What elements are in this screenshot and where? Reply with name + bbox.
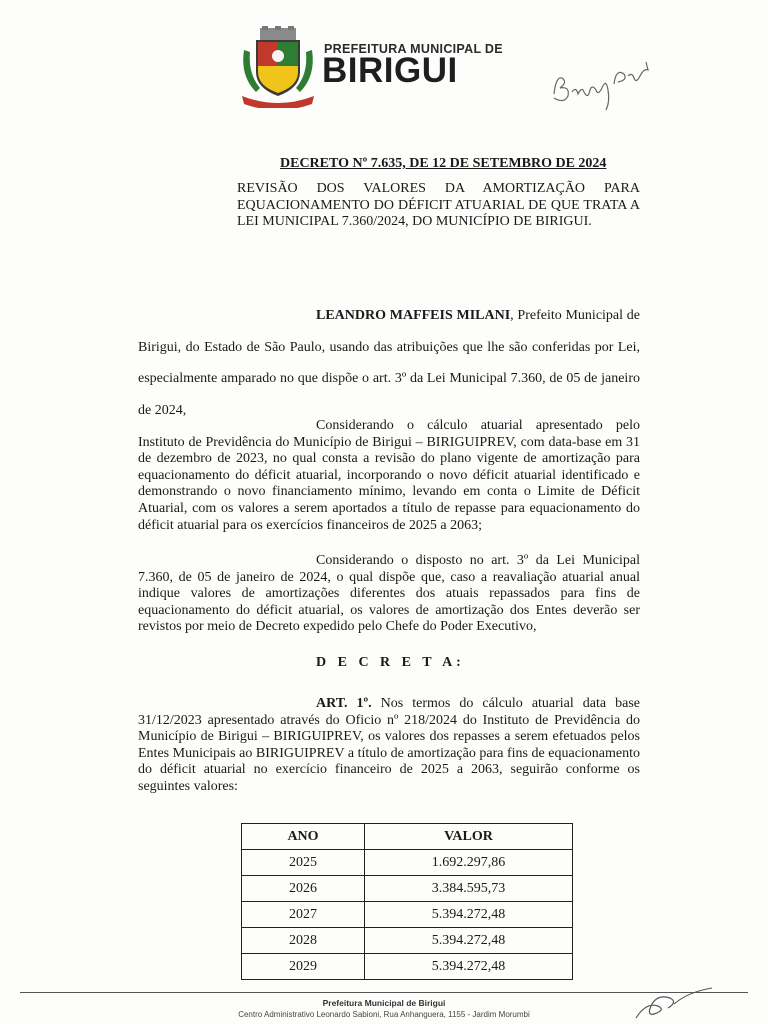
table-row	[242, 928, 573, 954]
decree-title: DECRETO Nº 7.635, DE 12 DE SETEMBRO DE 2024	[280, 156, 607, 171]
table-row	[242, 850, 573, 876]
article-1-text: Nos termos do cálculo atuarial data base 31/12/2023 apresentado através do Oficio nº 218/2024 do Instituto de Previdência do Município de Birigui – BIRIGUIPREV, os valores dos repasses a serem efetuados pelos Entes Municipais ao BIRIGUIPREV a título de amortização para fins de equacionamento do déficit atuarial no exercício financeiro de 2025 a 2063, seguirão conforme os seguintes valores:	[138, 696, 641, 794]
article-1-label: ART. 1º.	[316, 696, 372, 711]
paragraph-article-1	[138, 696, 640, 796]
table-row	[242, 902, 573, 928]
table-header-row	[242, 824, 573, 850]
mayor-name: LEANDRO MAFFEIS MILANI	[316, 308, 511, 323]
table-row	[242, 876, 573, 902]
handwritten-note	[548, 56, 658, 118]
preamble-text: , Prefeito Municipal de Birigui, do Estado de São Paulo, usando das atribuições que lhe são conferidas por Lei, especialmente amparado no que dispõe o art. 3º da Lei Municipal 7.360, de 05 de janeiro de 2024,	[138, 308, 640, 418]
footer-address: Centro Administrativo Leonardo Sabioni, Rua Anhanguera, 1155 - Jardim Morumbi	[238, 1010, 530, 1019]
year-cell: 2028	[242, 928, 365, 954]
paragraph-preamble	[138, 300, 640, 426]
column-header-year: ANO	[242, 824, 365, 850]
considering-2-text: Considerando o disposto no art. 3º da Lei Municipal 7.360, de 05 de janeiro de 2024, o qual dispõe que, caso a reavaliação atuarial anual indique valores de amortizações diferentes dos atuais repassados para fins de equacionamento do déficit atuarial, os valores de amortização dos Entes deverão ser revistos por meio de Decreto expedido pelo Chefe do Poder Executivo,	[138, 553, 640, 635]
year-cell: 2025	[242, 850, 365, 876]
value-cell: 5.394.272,48	[365, 902, 573, 928]
value-cell: 1.692.297,86	[365, 850, 573, 876]
amortization-table	[241, 823, 573, 980]
value-cell: 5.394.272,48	[365, 954, 573, 980]
coat-of-arms-icon	[238, 26, 318, 108]
value-cell: 3.384.595,73	[365, 876, 573, 902]
table-row	[242, 954, 573, 980]
value-cell: 5.394.272,48	[365, 928, 573, 954]
signature-initials	[628, 984, 718, 1024]
year-cell: 2026	[242, 876, 365, 902]
prefeitura-label: PREFEITURA MUNICIPAL DE	[324, 42, 503, 56]
column-header-value: VALOR	[365, 824, 573, 850]
footer-org: Prefeitura Municipal de Birigui	[322, 998, 446, 1008]
paragraph-considering-2	[138, 553, 640, 636]
year-cell: 2027	[242, 902, 365, 928]
decree-ementa: REVISÃO DOS VALORES DA AMORTIZAÇÃO PARA EQUACIONAMENTO DO DÉFICIT ATUARIAL DE QUE TRATA A LEI MUNICIPAL 7.360/2024, DO MUNICÍPIO DE BIRIGUI.	[237, 181, 640, 229]
decreta-heading: D E C R E T A:	[316, 655, 465, 670]
year-cell: 2029	[242, 954, 365, 980]
city-name: BIRIGUI	[322, 51, 458, 90]
considering-1-text: Considerando o cálculo atuarial apresentado pelo Instituto de Previdência do Município de Birigui – BIRIGUIPREV, com data-base em 31 de dezembro de 2023, no qual consta a revisão do plano vigente de amortização para equacionamento do déficit atuarial, incorporando o novo déficit atuarial identificado e demonstrando o novo financiamento mínimo, levando em conta o Limite de Déficit Atuarial, com os valores a serem aportados a título de repasse para equacionamento do déficit atuarial para os exercícios financeiros de 2025 a 2063;	[138, 418, 640, 533]
paragraph-considering-1	[138, 418, 640, 534]
